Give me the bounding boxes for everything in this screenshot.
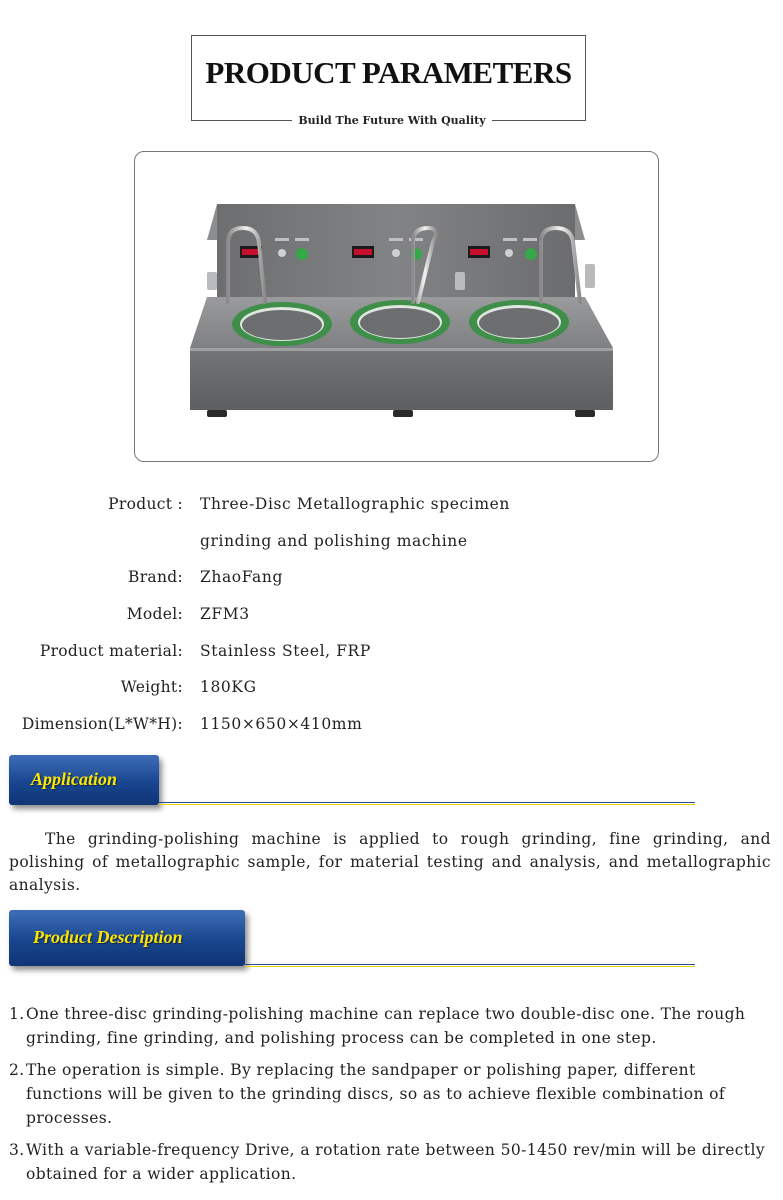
application-text: The grinding-polishing machine is applied to rough grinding, fine grinding, and polishing of metallographic sample, for material testing and analysis, and metallographic analysis. (9, 830, 771, 894)
list-item (9, 1002, 771, 1050)
application-heading: Application (31, 769, 118, 789)
description-heading: Product Description (33, 927, 183, 947)
list-item (9, 1058, 771, 1130)
spec-weight-value: 180KG (200, 678, 257, 696)
spec-model-value: ZFM3 (200, 605, 250, 623)
spec-model-label: Model: (126, 605, 183, 623)
product-image-frame (134, 151, 659, 462)
spec-product-label: Product : (108, 495, 183, 513)
description-divider (245, 964, 695, 965)
spec-weight-label: Weight: (120, 678, 183, 696)
list-item-text: The operation is simple. By replacing the sandpaper or polishing paper, different functions will be given to the grinding discs, so as to achieve flexible combination of processes. (26, 1061, 726, 1127)
spec-product-value-line1: Three-Disc Metallographic specimen (200, 495, 511, 513)
page-title: PRODUCT PARAMETERS (205, 55, 572, 90)
spec-dimension-value: 1150×650×410mm (200, 715, 363, 733)
list-item-text: One three-disc grinding-polishing machine can replace two double-disc one. The rough grinding, fine grinding, and polishing process can be completed in one step. (26, 1005, 746, 1047)
spec-product-value-line2: grinding and polishing machine (200, 532, 468, 550)
spec-brand-value: ZhaoFang (200, 568, 283, 586)
list-item-number: 2. (9, 1061, 25, 1079)
application-divider (159, 802, 695, 803)
spec-dimension-label: Dimension(L*W*H): (21, 715, 183, 733)
spec-material-label: Product material: (39, 642, 183, 660)
list-item-number: 3. (9, 1141, 25, 1159)
page-subtitle: Build The Future With Quality (292, 112, 492, 129)
list-item-text: With a variable-frequency Drive, a rotation rate between 50-1450 rev/min will be directly obtained for a wider application. (26, 1141, 766, 1183)
list-item (9, 1138, 771, 1186)
spec-brand-label: Brand: (128, 568, 183, 586)
list-item-number: 1. (9, 1005, 25, 1023)
product-image (135, 152, 659, 462)
spec-material-value: Stainless Steel, FRP (200, 642, 371, 660)
